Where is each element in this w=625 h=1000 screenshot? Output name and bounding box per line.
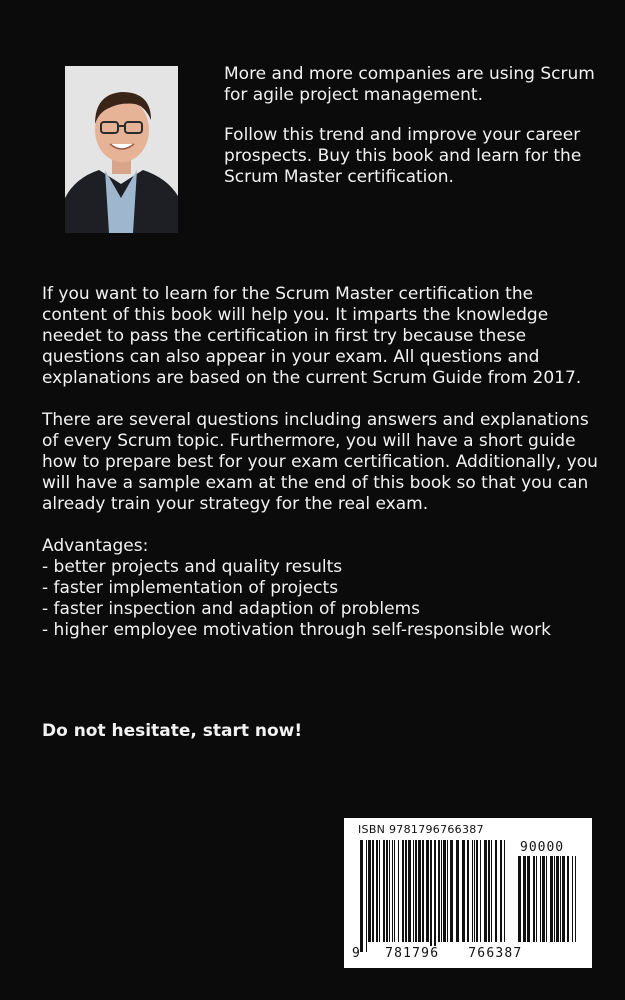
barcode-bar	[447, 840, 448, 942]
barcode-bar	[518, 856, 521, 942]
barcode-bar	[368, 840, 371, 942]
barcode-bar	[438, 840, 440, 942]
barcode-bar	[450, 840, 453, 942]
barcode-bar	[408, 840, 411, 942]
intro-paragraph-2: Follow this trend and improve your career prospects. Buy this book and learn for the Scrum Master certification.	[224, 125, 582, 187]
barcode-bar	[376, 840, 378, 942]
isbn-digit-group-right: 766387	[468, 946, 523, 961]
barcode-bar	[366, 840, 367, 952]
barcode-bar	[536, 856, 537, 942]
barcode-bar	[495, 840, 497, 942]
barcode-bar	[472, 840, 473, 942]
call-to-action: Do not hesitate, start now!	[42, 721, 303, 741]
barcode-bar	[467, 840, 469, 942]
barcode-bar	[456, 840, 459, 942]
barcode-bar	[572, 856, 573, 942]
advantage-item: - faster inspection and adaption of problems	[42, 599, 420, 619]
intro-text	[224, 64, 604, 207]
barcode-bar	[443, 840, 446, 942]
barcode-bar	[434, 840, 436, 952]
barcode-bar	[554, 856, 555, 942]
advantage-item: - higher employee motivation through self-responsible work	[42, 620, 551, 640]
barcode-bar	[488, 840, 490, 942]
barcode-bar	[402, 840, 404, 942]
advantages-section	[42, 536, 602, 641]
barcode-bar	[567, 856, 569, 942]
barcode-bar	[523, 856, 526, 942]
barcode-bar	[430, 840, 432, 952]
barcode-bar	[480, 840, 481, 942]
barcode-bar	[546, 856, 547, 942]
barcode-bar	[389, 840, 390, 942]
isbn-digit-first: 9	[352, 946, 362, 961]
barcode-bar	[422, 840, 424, 942]
isbn-digit-group-left: 781796	[385, 946, 440, 961]
barcode-bar	[413, 840, 414, 942]
barcode-bar	[533, 856, 535, 942]
barcode-bar	[500, 840, 502, 942]
author-photo	[65, 66, 178, 233]
description-text	[42, 284, 602, 641]
barcode-bar	[562, 856, 565, 942]
barcode-bar	[392, 840, 393, 942]
advantage-item: - better projects and quality results	[42, 557, 343, 577]
barcode-bar	[383, 840, 385, 942]
barcode-bar	[560, 856, 561, 942]
barcode-bar	[474, 840, 475, 942]
barcode-bar	[550, 856, 553, 942]
barcode-bar	[575, 856, 576, 942]
barcode-bar	[386, 840, 388, 942]
barcode-bar	[398, 840, 399, 942]
advantages-list	[42, 557, 602, 641]
barcode-bar	[418, 840, 421, 942]
advantages-title: Advantages:	[42, 536, 149, 556]
barcode-bar	[426, 840, 429, 942]
barcode-bar	[540, 856, 541, 942]
barcode-bar	[556, 856, 559, 942]
isbn-label: ISBN 9781796766387	[358, 823, 484, 836]
barcode-bar	[504, 840, 505, 942]
addon-barcode-bars	[516, 856, 580, 952]
isbn-barcode	[344, 818, 592, 968]
barcode-bars	[358, 840, 508, 952]
barcode-bar	[372, 840, 374, 942]
barcode-bar	[360, 840, 363, 952]
barcode-bar	[542, 856, 545, 942]
barcode-bar	[379, 840, 380, 942]
barcode-bar	[405, 840, 407, 942]
price-addon-digits: 90000	[520, 840, 565, 855]
intro-paragraph-1: More and more companies are using Scrum for agile project management.	[224, 64, 595, 105]
barcode-bar	[491, 840, 492, 942]
isbn-digits	[352, 946, 523, 961]
barcode-bar	[462, 840, 465, 942]
barcode-bar	[527, 856, 530, 942]
description-paragraph-1: If you want to learn for the Scrum Master certification the content of this book will help you. It imparts the knowledge needet to pass the certification in first try because these questions can also appear in your exam. All questions and explanations are based on the current Scrum Guide from 2017.	[42, 284, 582, 388]
barcode-bar	[415, 840, 417, 942]
barcode-bar	[484, 840, 487, 942]
barcode-bar	[476, 840, 478, 942]
barcode-bar	[394, 840, 395, 942]
barcode-bar	[441, 840, 442, 942]
description-paragraph-2: There are several questions including answers and explanations of every Scrum topic. Furthermore, you will have a short guide how to prepare best for your exam certification. Additionally, you will have a sample exam at the end of this book so that you can already train your strategy for the real exam.	[42, 410, 598, 514]
advantage-item: - faster implementation of projects	[42, 578, 339, 598]
